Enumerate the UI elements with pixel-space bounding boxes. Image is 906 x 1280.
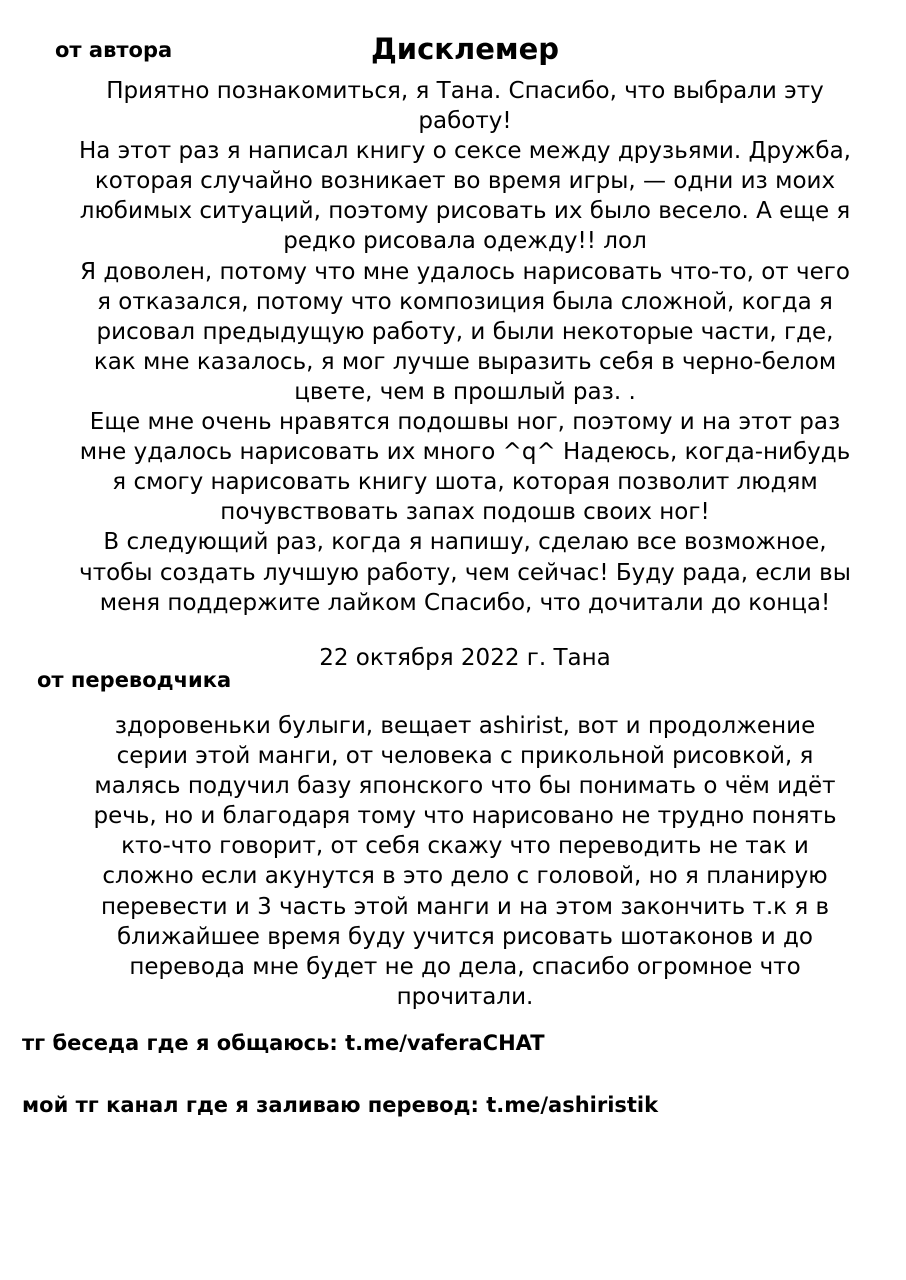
text-line: рисовал предыдущую работу, и были некоторые части, где, bbox=[96, 318, 834, 345]
author-message bbox=[40, 76, 890, 618]
text-line: мне удалось нарисовать их много ^q^ Надеюсь, когда-нибудь bbox=[79, 439, 851, 466]
text-line: любимых ситуаций, поэтому рисовать их было весело. А еще я bbox=[79, 198, 851, 225]
text-line: малясь подучил базу японского что бы понимать о чём идёт bbox=[94, 773, 836, 800]
chat-link[interactable]: тг беседа где я общаюсь: t.me/vaferaCHAT bbox=[22, 1031, 545, 1055]
text-line: меня поддержите лайком Спасибо, что дочитали до конца! bbox=[99, 589, 831, 616]
text-line: На этот раз я написал книгу о сексе между друзьями. Дружба, bbox=[78, 138, 851, 165]
text-line: ближайшее время буду учится рисовать шотаконов и до bbox=[117, 923, 813, 950]
text-line: прочитали. bbox=[396, 983, 534, 1010]
text-line: чтобы создать лучшую работу, чем сейчас! Буду рада, если вы bbox=[79, 559, 851, 586]
text-line: я смогу нарисовать книгу шота, которая позволит людям bbox=[112, 469, 818, 496]
text-line: редко рисовала одежду!! лол bbox=[283, 228, 647, 255]
text-line: я отказался, потому что композиция была сложной, когда я bbox=[97, 288, 833, 315]
text-line: кто-что говорит, от себя скажу что переводить не так и bbox=[121, 833, 809, 860]
translator-message bbox=[40, 711, 890, 1012]
page-title: Дисклемер bbox=[370, 32, 560, 66]
text-line: здоровеньки булыги, вещает ashirist, вот и продолжение bbox=[114, 713, 816, 739]
text-line: серии этой манги, от человека с прикольной рисовкой, я bbox=[116, 743, 814, 770]
text-line: работу! bbox=[418, 108, 512, 135]
author-label: от автора bbox=[55, 38, 173, 62]
text-line: как мне казалось, я мог лучше выразить себя в черно-белом bbox=[93, 348, 837, 375]
text-line: которая случайно возникает во время игры, — одни из моих bbox=[94, 168, 836, 195]
text-line: перевода мне будет не до дела, спасибо огромное что bbox=[129, 953, 801, 980]
text-line: сложно если акунутся в это дело с головой, но я планирую bbox=[102, 863, 828, 890]
text-line: почувствовать запах подошв своих ног! bbox=[220, 499, 710, 526]
text-line: Приятно познакомиться, я Тана. Спасибо, что выбрали эту bbox=[106, 78, 824, 104]
text-line: Я доволен, потому что мне удалось нарисовать что-то, от чего bbox=[80, 258, 850, 285]
text-line: Еще мне очень нравятся подошвы ног, поэтому и на этот раз bbox=[89, 409, 841, 436]
text-line: речь, но и благодаря тому что нарисовано не трудно понять bbox=[93, 803, 837, 830]
text-line: перевести и 3 часть этой манги и на этом закончить т.к я в bbox=[100, 893, 830, 920]
date-signature: 22 октября 2022 г. Тана bbox=[319, 645, 611, 671]
text-line: В следующий раз, когда я напишу, сделаю все возможное, bbox=[103, 529, 827, 556]
translator-label: от переводчика bbox=[37, 668, 232, 692]
text-line: цвете, чем в прошлый раз. . bbox=[294, 378, 636, 405]
channel-link[interactable]: мой тг канал где я заливаю перевод: t.me/ashiristik bbox=[22, 1093, 659, 1117]
